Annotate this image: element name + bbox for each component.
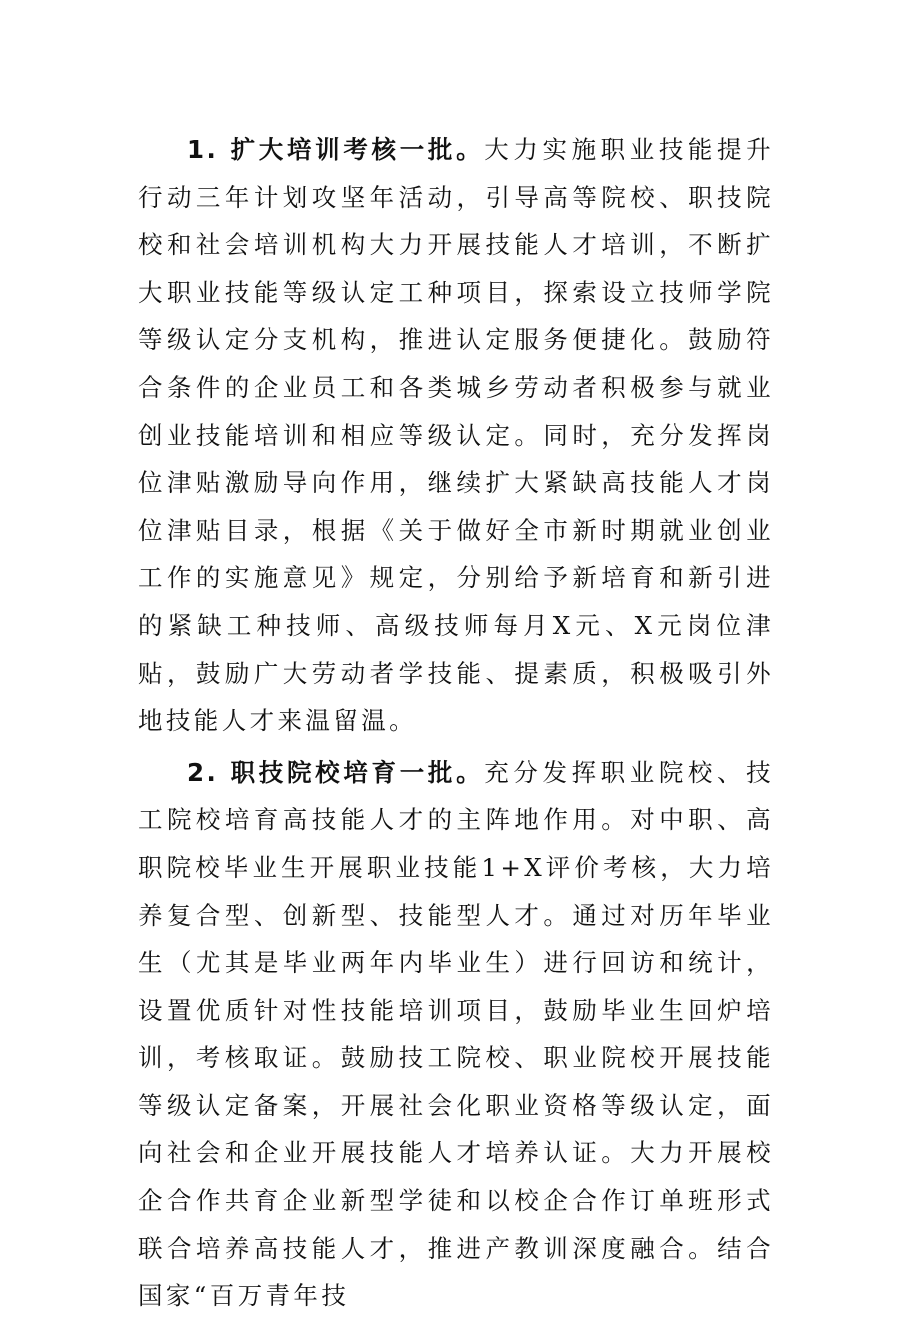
paragraph-2-text: 充分发挥职业院校、技工院校培育高技能人才的主阵地作用。对中职、高职院校毕业生开展职业技能1+X评价考核，大力培养复合型、创新型、技能型人才。通过对历年毕业生（尤其是毕业两年内毕业生）进行回访和统计，设置优质针对性技能培训项目，鼓励毕业生回炉培训，考核取证。鼓励技工院校、职业院校开展技能等级认定备案，开展社会化职业资格等级认定，面向社会和企业开展技能人才培养认证。大力开展校企合作共育企业新型学徒和以校企合作订单班形式联合培养高技能人才，推进产教训深度融合。结合国家“百万青年技 [138, 757, 775, 1311]
paragraph-1-text: 大力实施职业技能提升行动三年计划攻坚年活动，引导高等院校、职技院校和社会培训机构大力开展技能人才培训，不断扩大职业技能等级认定工种项目，探索设立技师学院等级认定分支机构，推进认定服务便捷化。鼓励符合条件的企业员工和各类城乡劳动者积极参与就业创业技能培训和相应等级认定。同时，充分发挥岗位津贴激励导向作用，继续扩大紧缺高技能人才岗位津贴目录，根据《关于做好全市新时期就业创业工作的实施意见》规定，分别给予新培育和新引进的紧缺工种技师、高级技师每月X元、X元岗位津贴，鼓励广大劳动者学技能、提素质，积极吸引外地技能人才来温留温。 [138, 135, 775, 736]
paragraph-2-heading: 2. 职技院校培育一批。 [187, 757, 485, 787]
paragraph-2 [138, 749, 774, 1320]
paragraph-1-heading: 1. 扩大培训考核一批。 [187, 135, 485, 164]
document-body [138, 126, 774, 1320]
paragraph-1 [138, 126, 774, 745]
